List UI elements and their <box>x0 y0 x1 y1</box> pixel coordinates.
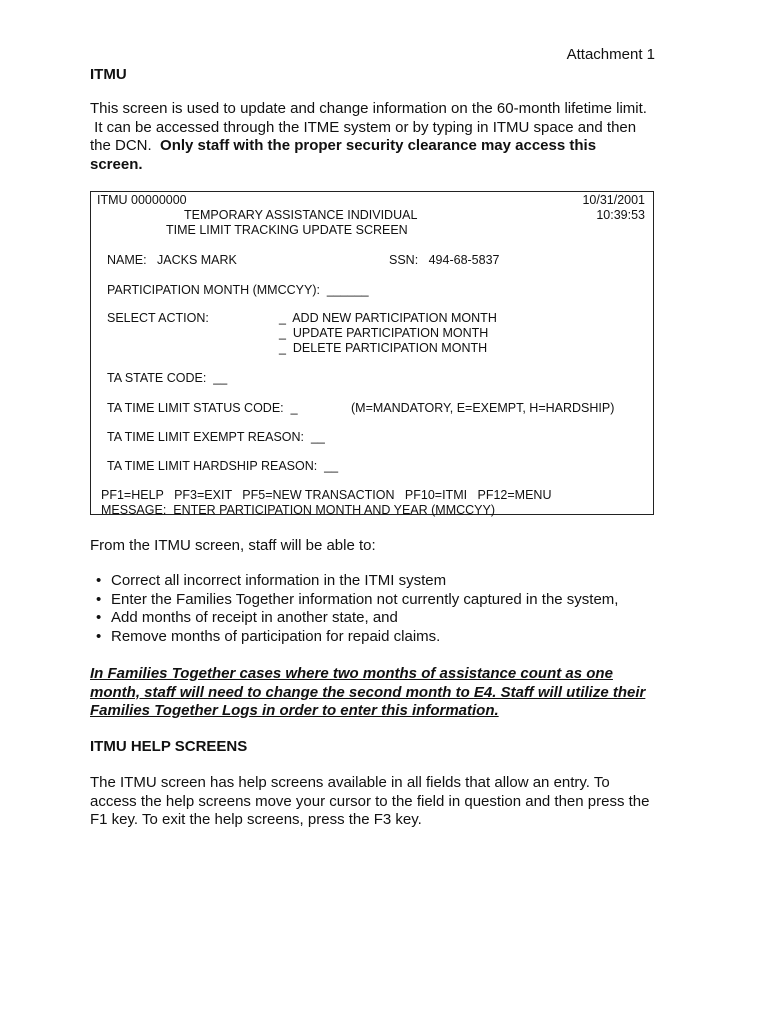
note-line: In Families Together cases where two months of assistance count as one <box>90 665 613 682</box>
list-item <box>90 628 618 647</box>
bullet-icon: • <box>96 627 102 645</box>
itmu-screen-capture <box>90 191 654 515</box>
intro-line <box>90 137 665 156</box>
bullet-icon: • <box>96 572 102 589</box>
action-option: _ DELETE PARTICIPATION MONTH <box>279 341 488 355</box>
list-item <box>90 609 618 628</box>
capabilities-list <box>90 572 618 646</box>
note-line: month, staff will need to change the second month to E4. Staff will utilize their <box>90 683 646 701</box>
action-option: _ ADD NEW PARTICIPATION MONTH <box>279 311 497 325</box>
help-line: F1 key. To exit the help screens, press the F3 key. <box>90 811 422 828</box>
list-item-text: Add months of receipt in another state, and <box>111 609 398 626</box>
intro-text: the DCN. <box>90 137 161 154</box>
help-line: access the help screens move your cursor to the field in question and then press the <box>90 792 650 810</box>
screen-subtitle: TIME LIMIT TRACKING UPDATE SCREEN <box>166 223 408 237</box>
participation-month-field: PARTICIPATION MONTH (MMCCYY): ______ <box>107 283 369 297</box>
screen-message: MESSAGE: ENTER PARTICIPATION MONTH AND YEAR (MMCCYY) <box>101 503 496 517</box>
security-warning: screen. <box>90 155 143 173</box>
pf-keys-line: PF1=HELP PF3=EXIT PF5=NEW TRANSACTION PF10=ITMI PF12=MENU <box>101 488 552 502</box>
intro-line: It can be accessed through the ITME system or by typing in ITMU space and then <box>90 118 637 136</box>
families-together-note <box>90 665 665 721</box>
screen-time: 10:39:53 <box>596 208 645 222</box>
list-item-text: Remove months of participation for repaid claims. <box>111 627 441 645</box>
capabilities-intro: From the ITMU screen, staff will be able to: <box>90 537 376 554</box>
bullet-icon: • <box>96 609 102 626</box>
security-warning: Only staff with the proper security clearance may access this <box>160 137 597 154</box>
bullet-icon: • <box>96 590 102 608</box>
help-screens-paragraph <box>90 774 665 830</box>
help-screens-heading: ITMU HELP SCREENS <box>90 738 248 755</box>
list-item <box>90 591 618 610</box>
name-field: NAME: JACKS MARK <box>107 253 237 267</box>
list-item-text: Enter the Families Together information not currently captured in the system, <box>111 590 619 608</box>
list-item <box>90 572 618 591</box>
help-line: The ITMU screen has help screens available in all fields that allow an entry. To <box>90 774 610 791</box>
list-item-text: Correct all incorrect information in the ITMI system <box>111 572 447 589</box>
ssn-field: SSN: 494-68-5837 <box>389 253 500 267</box>
screen-code: ITMU 00000000 <box>97 193 187 207</box>
status-code-legend: (M=MANDATORY, E=EXEMPT, H=HARDSHIP) <box>351 401 615 415</box>
hardship-reason-field: TA TIME LIMIT HARDSHIP REASON: __ <box>107 459 339 473</box>
status-code-field: TA TIME LIMIT STATUS CODE: _ <box>107 401 298 415</box>
screen-title: TEMPORARY ASSISTANCE INDIVIDUAL <box>184 208 418 222</box>
intro-line <box>90 156 665 175</box>
page-title: ITMU <box>90 66 127 83</box>
attachment-label: Attachment 1 <box>566 46 655 63</box>
intro-paragraph <box>90 100 665 174</box>
exempt-reason-field: TA TIME LIMIT EXEMPT REASON: __ <box>107 430 325 444</box>
intro-line: This screen is used to update and change information on the 60-month lifetime limit. <box>90 100 647 117</box>
state-code-field: TA STATE CODE: __ <box>107 371 228 385</box>
action-option: _ UPDATE PARTICIPATION MONTH <box>279 326 489 340</box>
select-action-label: SELECT ACTION: <box>107 311 209 325</box>
note-line: Families Together Logs in order to enter this information. <box>90 702 499 719</box>
screen-date: 10/31/2001 <box>582 193 645 207</box>
